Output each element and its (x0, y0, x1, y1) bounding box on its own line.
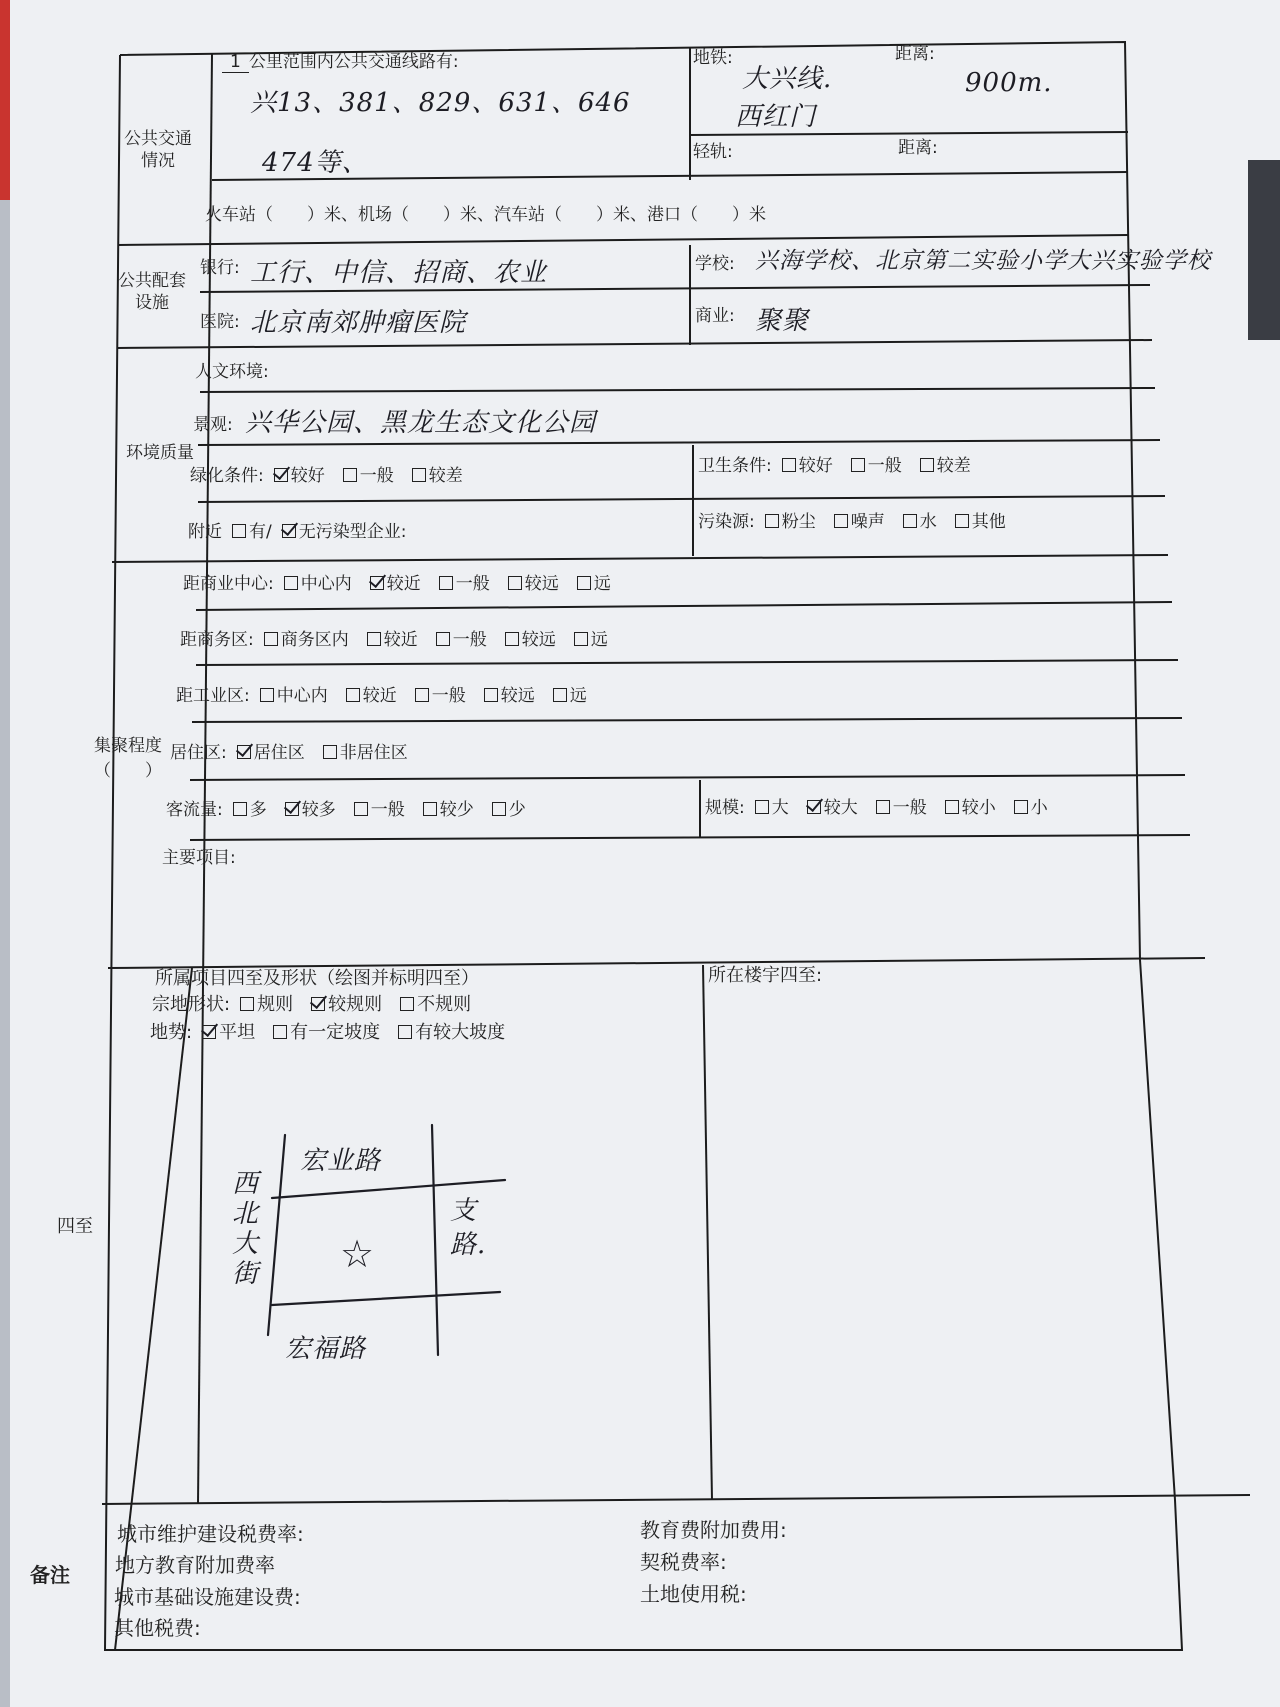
facilities-section-label: 公共配套设施 (118, 271, 186, 314)
office-option-1: 商务区内 (280, 630, 349, 650)
light-rail-label: 轻轨: (693, 142, 733, 162)
traffic-option-5: 少 (508, 800, 526, 820)
other-stations: 火车站（ ）米、机场（ ）米、汽车站（ ）米、港口（ ）米 (205, 205, 766, 225)
industrial-option-1: 中心内 (276, 686, 328, 706)
terrain-option-2: 有一定坡度 (290, 1022, 381, 1043)
greening-checkbox-1[interactable] (274, 468, 288, 482)
scale-option-4: 较小 (961, 798, 996, 818)
terrain-option-1: 平坦 (219, 1022, 256, 1043)
scale-option-1: 大 (771, 798, 789, 818)
subway-station: 西红门 (735, 102, 817, 132)
remarks-section-label: 备注 (30, 1563, 70, 1587)
light-rail-distance-label: 距离: (898, 138, 938, 158)
greening-label: 绿化条件: (190, 466, 264, 486)
remark-land-use-tax: 土地使用税: (640, 1582, 747, 1606)
remark-local-education-surcharge: 地方教育附加费率 (115, 1553, 275, 1577)
greening-option-2: 一般 (359, 466, 394, 486)
industrial-option-2: 较近 (362, 686, 397, 706)
nearby-checkbox-yes[interactable] (232, 524, 246, 538)
pollution-label: 污染源: (698, 512, 755, 532)
landscape-label: 景观: (193, 415, 233, 435)
business-center-label: 距商业中心: (183, 574, 274, 594)
residential-checkbox-1[interactable] (237, 745, 251, 759)
traffic-checkbox-1[interactable] (233, 802, 247, 816)
traffic-option-1: 多 (249, 800, 267, 820)
landscape-value: 兴华公园、黑龙生态文化公园 (245, 408, 597, 438)
office-row (180, 630, 616, 650)
scale-option-5: 小 (1030, 798, 1048, 818)
terrain-row (150, 1022, 513, 1044)
residential-label: 居住区: (170, 743, 227, 763)
residential-row (170, 743, 416, 763)
remark-city-maintenance-tax: 城市维护建设税费率: (117, 1522, 304, 1546)
office-checkbox-4[interactable] (505, 632, 519, 646)
industrial-row (176, 686, 595, 706)
bank-value: 工行、中信、招商、农业 (250, 258, 548, 288)
business-center-option-5: 远 (593, 574, 611, 594)
shape-checkbox-2[interactable] (311, 997, 325, 1011)
industrial-checkbox-5[interactable] (553, 688, 567, 702)
hygiene-checkbox-2[interactable] (851, 458, 865, 472)
shape-checkbox-1[interactable] (240, 997, 254, 1011)
scale-checkbox-1[interactable] (755, 800, 769, 814)
remark-other-taxes: 其他税费: (114, 1616, 201, 1640)
scale-row (705, 798, 1056, 818)
industrial-checkbox-4[interactable] (484, 688, 498, 702)
scale-checkbox-5[interactable] (1014, 800, 1028, 814)
industrial-checkbox-1[interactable] (260, 688, 274, 702)
hospital-value: 北京南郊肿瘤医院 (250, 308, 467, 338)
industrial-label: 距工业区: (176, 686, 250, 706)
business-center-option-3: 一般 (455, 574, 490, 594)
school-value: 兴海学校、北京第二实验小学大兴实验学校 (755, 248, 1211, 274)
greening-checkbox-3[interactable] (412, 468, 426, 482)
bus-distance-value: 1 (222, 52, 249, 73)
agglomeration-paren: （ ） (94, 761, 162, 781)
hospital-label: 医院: (200, 312, 240, 332)
agglomeration-section-label: 集聚程度 (94, 736, 162, 756)
business-center-option-2: 较近 (386, 574, 421, 594)
pollution-option-3: 水 (919, 512, 937, 532)
business-center-checkbox-1[interactable] (284, 576, 298, 590)
industrial-checkbox-3[interactable] (415, 688, 429, 702)
sketch-west-road: 西北大街 (232, 1169, 260, 1289)
sketch-east-road: 支路. (450, 1196, 487, 1260)
office-checkbox-5[interactable] (574, 632, 588, 646)
bus-lines-line2: 474等、 (262, 148, 369, 178)
nearby-checkbox-no[interactable] (282, 524, 296, 538)
bank-label: 银行: (200, 258, 240, 278)
residential-option-2: 非居住区 (339, 743, 408, 763)
nearby-label: 附近 (188, 522, 222, 542)
commerce-label: 商业: (695, 306, 735, 326)
remark-education-surcharge: 教育费附加费用: (640, 1518, 787, 1542)
residential-option-1: 居住区 (253, 743, 305, 763)
business-center-option-1: 中心内 (300, 574, 352, 594)
hygiene-checkbox-3[interactable] (920, 458, 934, 472)
residential-checkbox-2[interactable] (323, 745, 337, 759)
remark-infrastructure-fee: 城市基础设施建设费: (114, 1585, 301, 1609)
pollution-row (698, 512, 1014, 532)
industrial-checkbox-2[interactable] (346, 688, 360, 702)
traffic-option-4: 较少 (439, 800, 474, 820)
sketch-site-marker: ☆ (340, 1232, 376, 1276)
sketch-south-road: 宏福路 (285, 1334, 367, 1364)
hygiene-option-3: 较差 (936, 456, 971, 476)
school-label: 学校: (695, 254, 735, 274)
office-option-4: 较远 (521, 630, 556, 650)
shape-option-1: 规则 (257, 994, 294, 1015)
terrain-checkbox-1[interactable] (202, 1025, 216, 1039)
bus-label-text: 公里范围内公共交通线路有: (248, 52, 459, 72)
nearby-option-yes: 有/ (249, 522, 272, 542)
business-center-row (183, 574, 619, 594)
subway-label: 地铁: (693, 48, 733, 68)
terrain-checkbox-3[interactable] (398, 1025, 412, 1039)
hygiene-checkbox-1[interactable] (782, 458, 796, 472)
shape-option-2: 较规则 (328, 994, 383, 1015)
scale-option-2: 较大 (823, 798, 858, 818)
sketch-north-road: 宏业路 (300, 1146, 382, 1176)
office-option-3: 一般 (452, 630, 487, 650)
industrial-option-4: 较远 (500, 686, 535, 706)
environment-section-label: 环境质量 (126, 443, 194, 463)
industrial-option-3: 一般 (431, 686, 466, 706)
business-center-checkbox-3[interactable] (439, 576, 453, 590)
hygiene-option-1: 较好 (798, 456, 833, 476)
traffic-label: 客流量: (166, 800, 223, 820)
hygiene-row (698, 456, 979, 476)
hygiene-option-2: 一般 (867, 456, 902, 476)
office-checkbox-3[interactable] (436, 632, 450, 646)
traffic-option-2: 较多 (301, 800, 336, 820)
scale-label: 规模: (705, 798, 745, 818)
traffic-row (166, 800, 534, 820)
transport-section-label: 公共交通情况 (124, 129, 192, 172)
terrain-label: 地势: (150, 1022, 193, 1043)
shape-option-3: 不规则 (417, 994, 472, 1015)
subway-distance: 900m. (965, 68, 1053, 98)
terrain-checkbox-2[interactable] (273, 1025, 287, 1039)
shape-label: 宗地形状: (152, 994, 231, 1015)
project-boundaries-title: 所属项目四至及形状（绘图并标明四至） (155, 968, 479, 989)
scale-checkbox-4[interactable] (945, 800, 959, 814)
building-boundaries-label: 所在楼宇四至: (708, 965, 823, 986)
main-projects-label: 主要项目: (162, 848, 236, 868)
business-center-checkbox-5[interactable] (577, 576, 591, 590)
subway-line: 大兴线. (742, 64, 833, 94)
subway-distance-label: 距离: (895, 44, 935, 64)
traffic-option-3: 一般 (370, 800, 405, 820)
pollution-checkbox-4[interactable] (955, 514, 969, 528)
scale-checkbox-3[interactable] (876, 800, 890, 814)
pollution-option-2: 噪声 (850, 512, 885, 532)
office-checkbox-2[interactable] (367, 632, 381, 646)
traffic-checkbox-4[interactable] (423, 802, 437, 816)
pollution-checkbox-1[interactable] (765, 514, 779, 528)
remark-deed-tax: 契税费率: (640, 1550, 727, 1574)
nearby-row (188, 522, 406, 542)
greening-row (190, 466, 471, 486)
office-option-5: 远 (590, 630, 608, 650)
traffic-checkbox-5[interactable] (492, 802, 506, 816)
office-label: 距商务区: (180, 630, 254, 650)
nearby-option-no: 无污染型企业: (298, 522, 407, 542)
office-option-2: 较近 (383, 630, 418, 650)
bus-lines-line1: 兴13、381、829、631、646 (250, 88, 631, 118)
traffic-checkbox-3[interactable] (354, 802, 368, 816)
hygiene-label: 卫生条件: (698, 456, 772, 476)
industrial-option-5: 远 (569, 686, 587, 706)
shape-checkbox-3[interactable] (400, 997, 414, 1011)
greening-option-3: 较差 (428, 466, 463, 486)
commerce-value: 聚聚 (755, 306, 810, 336)
shape-row (152, 994, 479, 1016)
business-center-checkbox-2[interactable] (370, 576, 384, 590)
pollution-checkbox-3[interactable] (903, 514, 917, 528)
business-center-checkbox-4[interactable] (508, 576, 522, 590)
office-checkbox-1[interactable] (264, 632, 278, 646)
bus-label (222, 52, 459, 72)
pollution-checkbox-2[interactable] (834, 514, 848, 528)
business-center-option-4: 较远 (524, 574, 559, 594)
boundaries-section-label: 四至 (57, 1216, 93, 1237)
pollution-option-4: 其他 (971, 512, 1006, 532)
scale-option-3: 一般 (892, 798, 927, 818)
greening-option-1: 较好 (290, 466, 325, 486)
pollution-option-1: 粉尘 (781, 512, 816, 532)
traffic-checkbox-2[interactable] (285, 802, 299, 816)
terrain-option-3: 有较大坡度 (415, 1022, 506, 1043)
scale-checkbox-2[interactable] (807, 800, 821, 814)
culture-label: 人文环境: (195, 362, 269, 382)
greening-checkbox-2[interactable] (343, 468, 357, 482)
